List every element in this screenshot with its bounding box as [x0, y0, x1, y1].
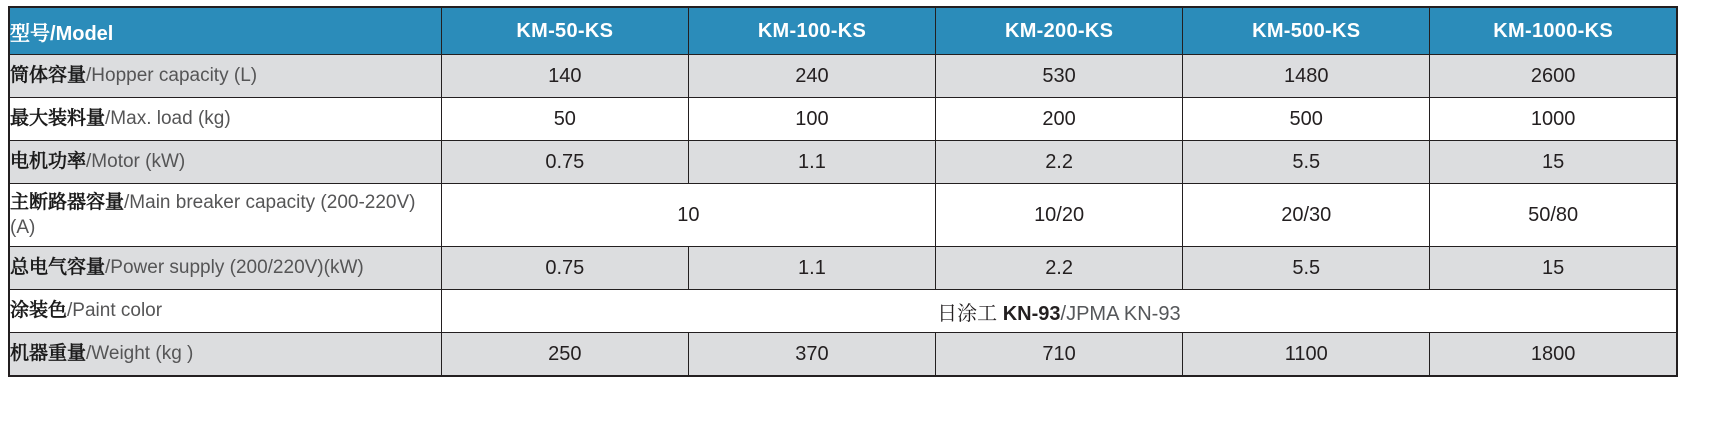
row-label-cn: 涂装色 — [10, 300, 68, 322]
row-label-en: /Hopper capacity (L) — [86, 65, 258, 87]
cell-value: 2.2 — [936, 141, 1183, 184]
cell-value-merged: 10 — [441, 184, 935, 247]
header-model-4: KM-500-KS — [1183, 7, 1430, 55]
cell-value: 530 — [936, 55, 1183, 98]
cell-value: 1000 — [1430, 98, 1677, 141]
header-model-cn: 型号 — [10, 22, 50, 45]
row-label-paint-color — [9, 290, 441, 333]
cell-value: 2600 — [1430, 55, 1677, 98]
cell-value: 250 — [441, 333, 688, 377]
row-label-cn: 总电气容量 — [10, 257, 106, 279]
cell-value: 0.75 — [441, 141, 688, 184]
row-label-en: /Weight (kg ) — [86, 343, 194, 365]
header-model-2: KM-100-KS — [688, 7, 935, 55]
cell-value: 15 — [1430, 141, 1677, 184]
table-row — [9, 184, 1677, 247]
cell-value: 5.5 — [1183, 141, 1430, 184]
cell-value: 1.1 — [688, 247, 935, 290]
cell-value: 2.2 — [936, 247, 1183, 290]
cell-value: 50 — [441, 98, 688, 141]
paint-color-cn: 日涂工 KN-93 — [937, 302, 1061, 325]
cell-value: 100 — [688, 98, 935, 141]
cell-value: 1480 — [1183, 55, 1430, 98]
paint-color-en: /JPMA KN-93 — [1060, 302, 1181, 325]
table-row — [9, 98, 1677, 141]
row-label-max-load — [9, 98, 441, 141]
row-label-power-supply — [9, 247, 441, 290]
row-label-en: /Main breaker capacity (200-220V)(A) — [10, 191, 416, 238]
cell-value: 1800 — [1430, 333, 1677, 377]
cell-value: 20/30 — [1183, 184, 1430, 247]
row-label-en: /Power supply (200/220V)(kW) — [105, 257, 364, 279]
cell-value: 50/80 — [1430, 184, 1677, 247]
cell-value-merged-paint — [441, 290, 1677, 333]
cell-value: 200 — [936, 98, 1183, 141]
row-label-cn: 机器重量 — [10, 343, 87, 365]
cell-value: 0.75 — [441, 247, 688, 290]
row-label-main-breaker — [9, 184, 441, 247]
cell-value: 1100 — [1183, 333, 1430, 377]
row-label-motor — [9, 141, 441, 184]
table-header — [9, 7, 1677, 55]
header-model-en: Model — [55, 22, 114, 45]
specification-table — [8, 6, 1678, 377]
row-label-cn: 主断路器容量 — [10, 191, 125, 213]
cell-value: 15 — [1430, 247, 1677, 290]
row-label-en: /Max. load (kg) — [105, 108, 231, 130]
row-label-hopper-capacity — [9, 55, 441, 98]
cell-value: 10/20 — [936, 184, 1183, 247]
cell-value: 140 — [441, 55, 688, 98]
header-row — [9, 7, 1677, 55]
row-label-cn: 筒体容量 — [10, 65, 87, 87]
row-label-cn: 最大装料量 — [10, 108, 106, 130]
cell-value: 370 — [688, 333, 935, 377]
row-label-en: /Paint color — [67, 300, 163, 322]
cell-value: 1.1 — [688, 141, 935, 184]
header-model-1: KM-50-KS — [441, 7, 688, 55]
row-label-weight — [9, 333, 441, 377]
cell-value: 240 — [688, 55, 935, 98]
table-row — [9, 247, 1677, 290]
header-model-sep: / — [50, 22, 56, 45]
table-row — [9, 141, 1677, 184]
header-model-3: KM-200-KS — [936, 7, 1183, 55]
table-body — [9, 55, 1677, 377]
cell-value: 500 — [1183, 98, 1430, 141]
table-row — [9, 333, 1677, 377]
cell-value: 710 — [936, 333, 1183, 377]
cell-value: 5.5 — [1183, 247, 1430, 290]
table-row — [9, 290, 1677, 333]
header-model-label — [9, 7, 441, 55]
table-row — [9, 55, 1677, 98]
header-model-5: KM-1000-KS — [1430, 7, 1677, 55]
row-label-en: /Motor (kW) — [86, 151, 186, 173]
row-label-cn: 电机功率 — [10, 151, 87, 173]
